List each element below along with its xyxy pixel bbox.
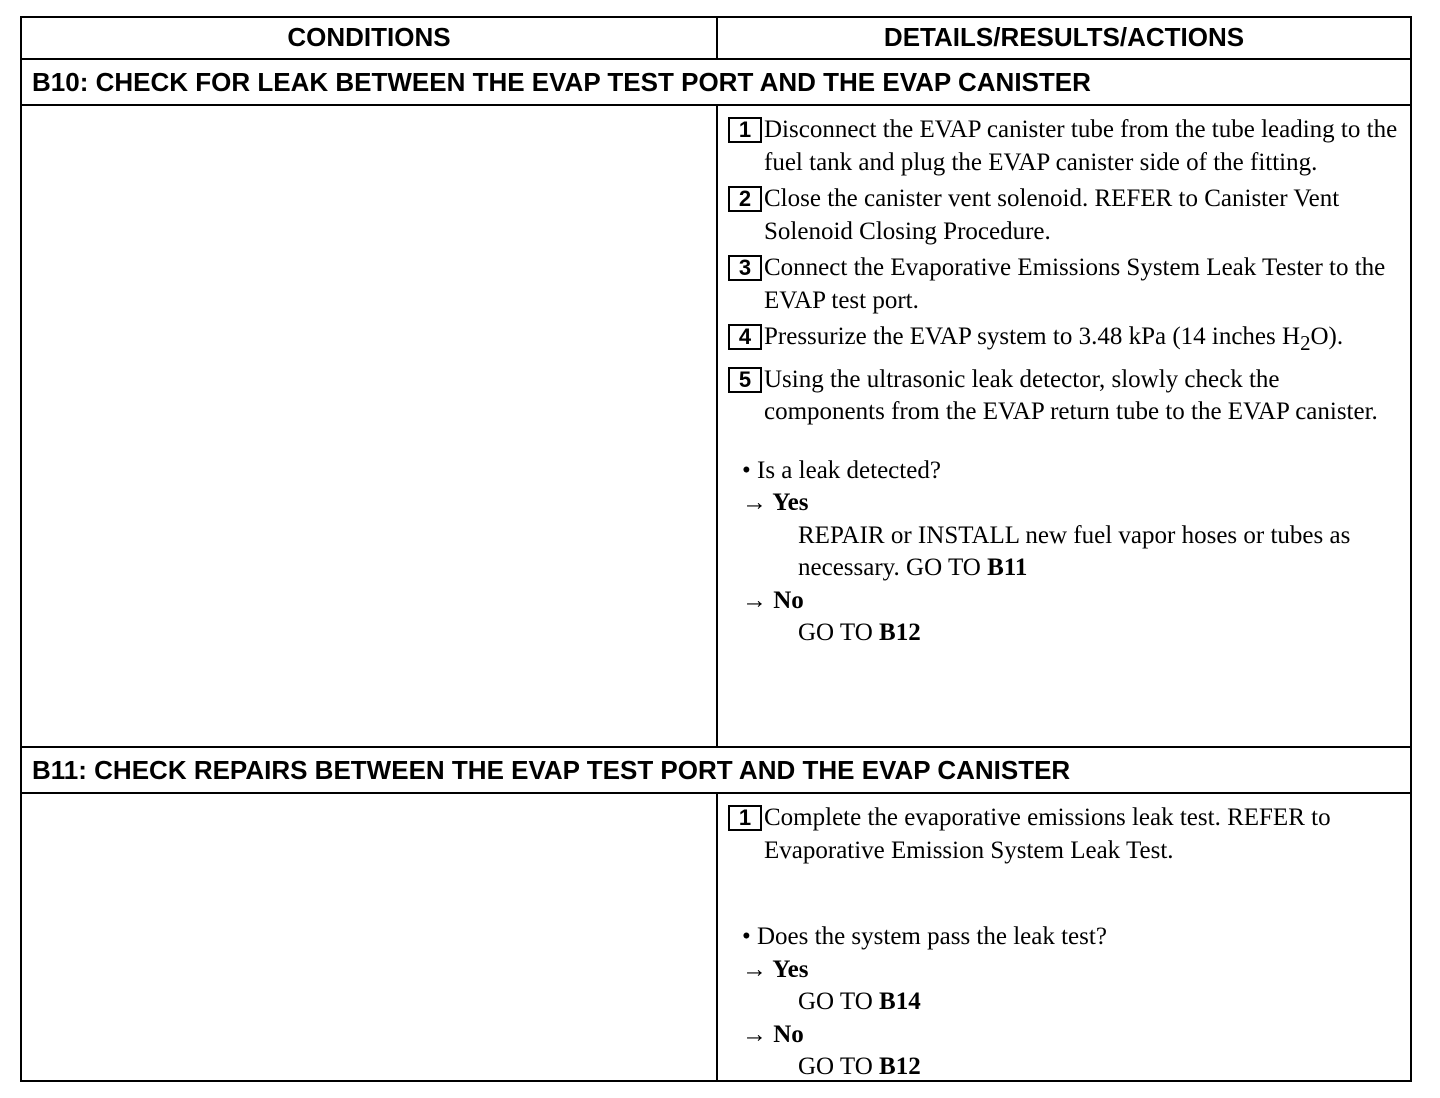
step-number: 2 <box>728 186 762 212</box>
b10-title: B10: CHECK FOR LEAK BETWEEN THE EVAP TEST PORT AND THE EVAP CANISTER <box>22 58 1410 106</box>
b11-conditions-cell <box>22 794 718 1080</box>
step-number: 1 <box>728 117 762 143</box>
b11-yes-action: GO TO B14 <box>798 988 921 1015</box>
b10-no-label: → No <box>742 586 804 614</box>
b10-yes-action: REPAIR or INSTALL new fuel vapor hoses or tubes as necessary. GO TO B11 <box>798 521 1351 581</box>
b11-no-label: → No <box>742 1020 804 1048</box>
b11-yes-label: → Yes <box>742 955 809 983</box>
b11-yes-target: B14 <box>879 988 921 1015</box>
step-text: Disconnect the EVAP canister tube from the tube leading to the fuel tank and plug the EVAP canister side of the fitting. <box>764 116 1398 176</box>
b11-title: B11: CHECK REPAIRS BETWEEN THE EVAP TEST PORT AND THE EVAP CANISTER <box>22 746 1410 794</box>
step-number: 4 <box>728 324 762 350</box>
diagnostic-table <box>20 16 1412 1082</box>
b10-step <box>722 364 1402 429</box>
b11-details-cell <box>722 802 1402 1084</box>
step-text: Pressurize the EVAP system to 3.48 kPa (14 inches H <box>764 323 1301 350</box>
step-text: Using the ultrasonic leak detector, slowly check the components from the EVAP return tube to the EVAP canister. <box>764 365 1378 425</box>
b11-no-action: GO TO B12 <box>798 1053 921 1080</box>
b10-body <box>22 106 1410 746</box>
b11-step <box>722 802 1402 867</box>
b10-step <box>722 183 1402 248</box>
step-text: Complete the evaporative emissions leak test. REFER to Evaporative Emission System Leak Test. <box>764 804 1331 864</box>
subscript: 2 <box>1300 331 1311 355</box>
step-number: 3 <box>728 255 762 281</box>
b11-no-target: B12 <box>879 1053 921 1080</box>
step-text-end: O). <box>1310 323 1344 350</box>
conditions-header: CONDITIONS <box>22 18 718 58</box>
b10-yes-target: B11 <box>987 554 1028 581</box>
b10-yes-label: → Yes <box>742 489 809 516</box>
b10-question: • Is a leak detected? <box>742 456 941 484</box>
b10-no-action: GO TO B12 <box>798 619 921 646</box>
b10-step <box>722 114 1402 179</box>
b10-conditions-cell <box>22 106 718 746</box>
step-number: 1 <box>728 805 762 831</box>
b11-body <box>22 794 1410 1080</box>
b10-step <box>722 252 1402 317</box>
b10-no-target: B12 <box>879 619 921 646</box>
details-header: DETAILS/RESULTS/ACTIONS <box>883 22 1245 52</box>
step-text: Close the canister vent solenoid. REFER to Canister Vent Solenoid Closing Procedure. <box>764 185 1340 245</box>
b11-question: • Does the system pass the leak test? <box>742 923 1107 950</box>
step-number: 5 <box>728 367 762 393</box>
step-text: Connect the Evaporative Emissions System Leak Tester to the EVAP test port. <box>764 254 1386 314</box>
b10-details-cell <box>722 114 1402 650</box>
b10-step <box>722 321 1402 360</box>
